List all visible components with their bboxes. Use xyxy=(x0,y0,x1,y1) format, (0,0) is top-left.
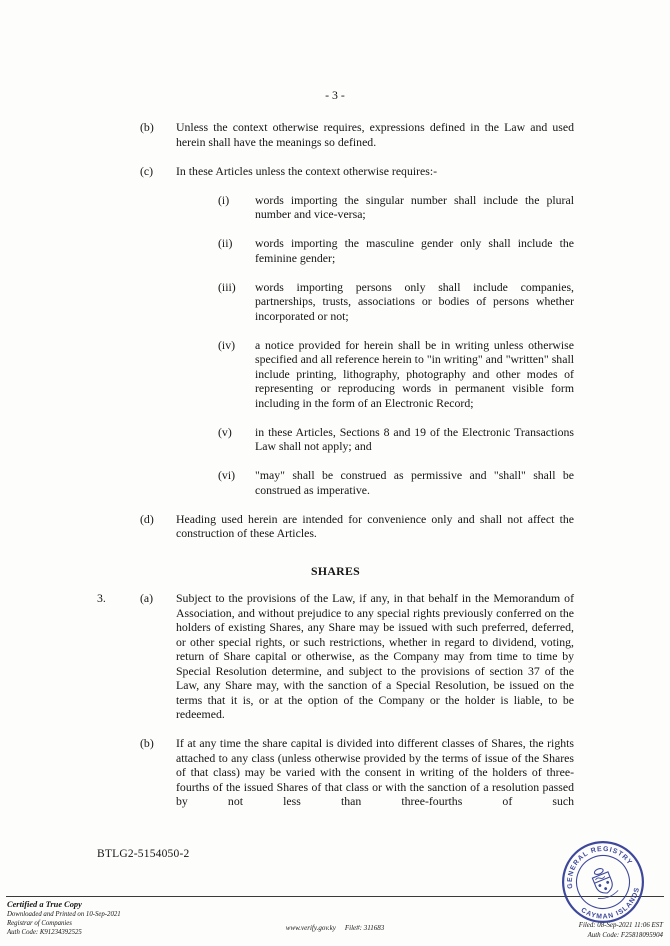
sub-clause xyxy=(218,193,574,222)
section-clause xyxy=(97,736,574,809)
clause-text: Heading used herein are intended for convenience only and shall not affect the construction of these Articles. xyxy=(176,511,574,540)
downloaded-printed-label: Downloaded and Printed on 10-Sep-2021 xyxy=(7,911,121,918)
document-reference: BTLG2-5154050-2 xyxy=(97,848,190,860)
verify-url: www.verify.gov.ky xyxy=(285,924,336,932)
auth-code-left: Auth Code: K91234392525 xyxy=(7,929,82,936)
filed-timestamp: Filed: 08-Sep-2021 11:06 EST xyxy=(578,922,663,929)
indent-spacer xyxy=(97,512,140,541)
clause-text: Unless the context otherwise requires, expressions defined in the Law and used herein shall have the meanings so defined. xyxy=(176,120,574,149)
clause-label: (b) xyxy=(140,736,154,750)
sub-clause xyxy=(218,338,574,411)
seal-bottom-text: CAYMAN ISLANDS xyxy=(579,886,642,921)
registrar-label: Registrar of Companies xyxy=(7,920,72,927)
sub-clause-label: (iv) xyxy=(218,337,236,352)
sub-clause-text: a notice provided for herein shall be in writing unless otherwise specified and all reference herein to "in writing" and "written" shall include printing, lithography, photography and other modes of representing or reproducing words in permanent visible form including in the form of an Electronic Record; xyxy=(255,337,574,410)
clause-label: (a) xyxy=(140,591,154,605)
seal-text-group xyxy=(556,835,650,931)
sub-clause-label: (v) xyxy=(218,424,232,439)
sub-clause xyxy=(218,468,574,497)
sub-clause-text: "may" shall be construed as permissive and "shall" shall be construed as imperative. xyxy=(255,468,574,497)
indent-spacer xyxy=(97,164,140,498)
sub-clause-label: (iii) xyxy=(218,279,236,294)
clause-label: (c) xyxy=(140,163,154,178)
sub-clause-label: (i) xyxy=(218,192,230,207)
coat-of-arms-icon xyxy=(588,865,619,901)
indent-spacer xyxy=(97,736,140,809)
section-number: 3. xyxy=(97,591,106,605)
indent-spacer xyxy=(97,120,140,149)
auth-code-right: Auth Code: F25818095904 xyxy=(587,931,663,939)
certified-true-copy-label: Certified a True Copy xyxy=(7,900,82,909)
clause-label: (d) xyxy=(140,511,154,526)
shares-heading: SHARES xyxy=(310,563,360,578)
sub-clause-text: in these Articles, Sections 8 and 19 of the Electronic Transactions Law shall not apply; and xyxy=(255,424,574,453)
sub-clause-text: words importing the singular number shall include the plural number and vice-versa; xyxy=(255,192,574,221)
sub-clause-label: (vi) xyxy=(218,468,236,482)
clause-body xyxy=(176,164,574,498)
file-number: File#: 311683 xyxy=(344,924,385,932)
seal-top-text: GENERAL REGISTRY xyxy=(566,845,634,889)
clause xyxy=(97,120,574,149)
sub-clause xyxy=(218,425,574,454)
sub-clause-text: words importing the masculine gender only shall include the feminine gender; xyxy=(255,236,574,265)
footer-verify-block xyxy=(0,924,670,932)
clause-text: In these Articles unless the context otherwise requires:- xyxy=(176,163,438,178)
document-body xyxy=(97,120,574,823)
clause xyxy=(97,164,574,498)
clause-label: (b) xyxy=(140,120,154,134)
section-clause xyxy=(97,591,574,722)
sub-clause xyxy=(218,280,574,324)
sub-clause xyxy=(218,236,574,265)
page-number: - 3 - xyxy=(325,88,345,102)
sub-clause-label: (ii) xyxy=(218,236,233,250)
clause-text: Subject to the provisions of the Law, if any, in that behalf in the Memorandum of Association, and without prejudice to any special rights previously conferred on the holders of existing Shares, any Share may be issued with such preferred, deferred, or other special rights, or such restrictions, whether in regard to dividend, voting, return of Share capital or otherwise, as the Company may from time to time by Special Resolution determine, and subject to the provisions of section 37 of the Law, any Share may, with the sanction of a Special Resolution, be issued on the terms that it is, or at the option of the Company or the holder is liable, to be redeemed. xyxy=(176,591,574,721)
sub-clause-text: words importing persons only shall include companies, partnerships, trusts, associations or bodies of persons whether incorporated or not; xyxy=(255,279,574,323)
clause-text: If at any time the share capital is divided into different classes of Shares, the rights attached to any class (unless otherwise provided by the terms of issue of the Shares of that class) may be varied with the consent in writing of the holders of three-fourths of the issued Shares of that class or with the sanction of a resolution passed by not less than three-fourths of such xyxy=(176,736,574,808)
clause xyxy=(97,512,574,541)
